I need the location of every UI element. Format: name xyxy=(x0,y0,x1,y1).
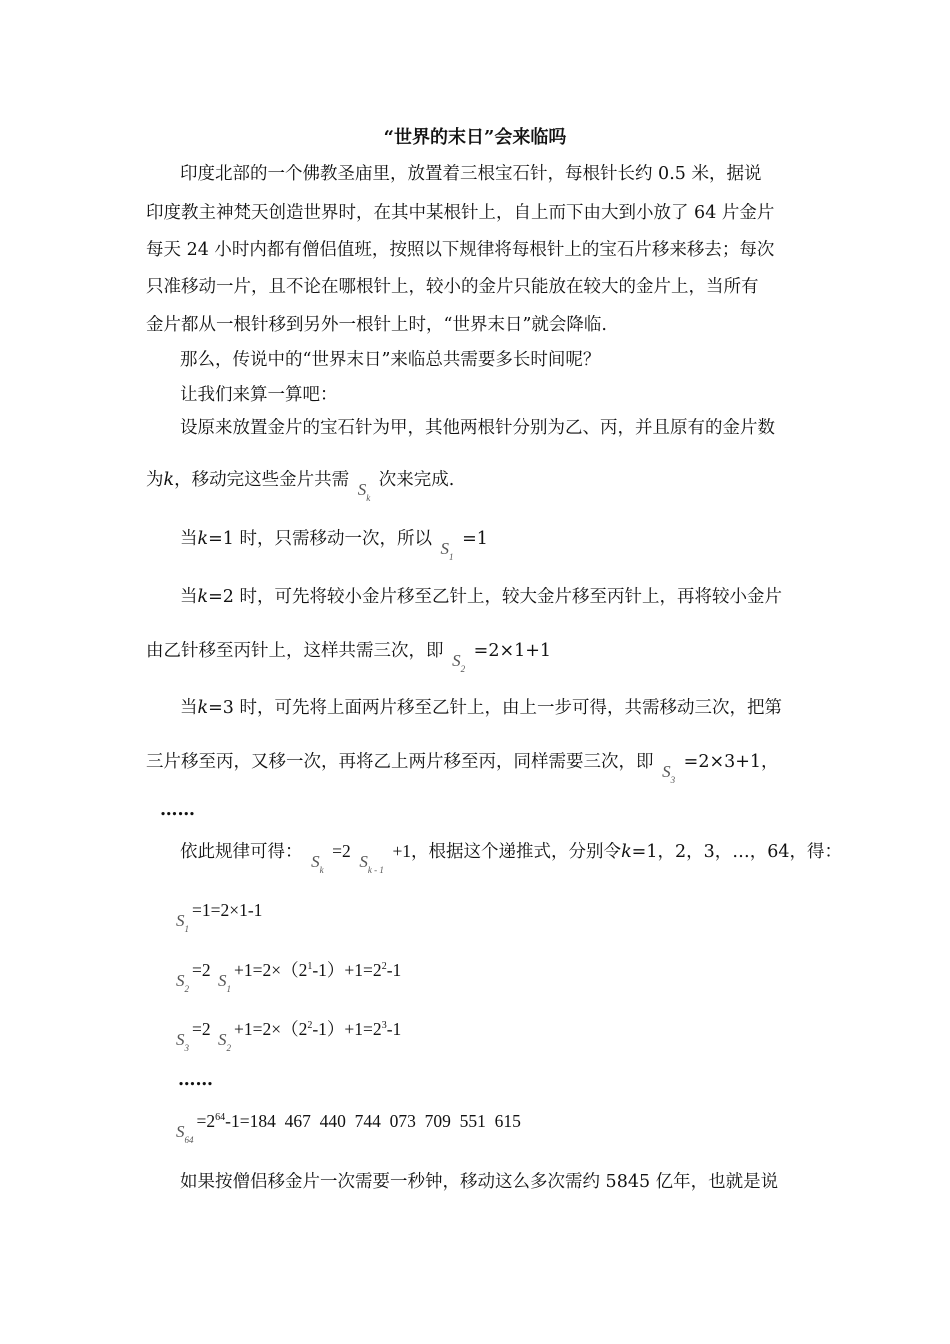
equation-s2: $S_2=2$ $S_1+1=2\times(2^1-1)+1=2^2-1$ xyxy=(176,960,402,995)
case-k3-line-1: 当k=3 时，可先将上面两片移至乙针上，由上一步可得，共需移动三次，把第 xyxy=(180,698,782,718)
intro-line-4: 只准移动一片，且不论在哪根针上，较小的金片只能放在较大的金片上，当所有 xyxy=(146,277,759,297)
intro-line-3: 每天 24 小时内都有僧侣值班，按照以下规律将每根针上的宝石片移来移去；每次 xyxy=(146,240,775,260)
s-k-symbol: $S_k$ xyxy=(311,852,324,876)
case-k2-line-2: 由乙针移至丙针上，这样共需三次，即 $S_2 =2\times 1+1$ xyxy=(146,641,552,675)
closing-paragraph: 如果按僧侣移金片一次需要一秒钟，移动这么多次需约 5845 亿年，也就是说 xyxy=(180,1172,779,1192)
recurrence-line: 依此规律可得： $S_k =2$ $S_{k - 1} +1$，根据这个递推式，分别令k=1，2，3，…，64，得： xyxy=(180,841,843,876)
ellipsis-1: …… xyxy=(160,800,195,820)
equation-s64: $S_{64}=2^{64}-1=184$ 467 440 744 073 709 551 615 xyxy=(176,1111,521,1146)
setup-line-2: 为k，移动完这些金片共需 $S_k$ 次来完成. xyxy=(146,470,455,504)
s-64-symbol: $S_{64}$ xyxy=(176,1122,194,1146)
case-k2-line-1: 当k=2 时，可先将较小金片移至乙针上，较大金片移至丙针上，再将较小金片 xyxy=(180,587,782,607)
question-paragraph: 那么，传说中的“世界末日”来临总共需要多长时间呢？ xyxy=(180,350,601,370)
lets-calc-paragraph: 让我们来算一算吧： xyxy=(180,385,338,405)
equation-s3: $S_3=2$ $S_2+1=2\times(2^2-1)+1=2^3-1$ xyxy=(176,1019,402,1054)
case-k3-line-2: 三片移至丙，又移一次，再将乙上两片移至丙，同样需要三次，即 $S_3 =2\times 3+1$， xyxy=(146,752,779,786)
s-k-symbol: $S_k$ xyxy=(357,480,371,504)
page-title: “世界的末日”会来临吗 xyxy=(383,127,567,148)
setup-line-1: 设原来放置金片的宝石针为甲，其他两根针分别为乙、丙，并且原有的金片数 xyxy=(180,418,775,438)
s-1-symbol: $S_1$ xyxy=(218,971,231,995)
s-2-symbol: $S_2$ xyxy=(452,651,466,675)
s-k-minus-1-symbol: $S_{k - 1}$ xyxy=(359,852,384,876)
s-1-symbol: $S_1$ xyxy=(440,539,454,563)
intro-line-1: 印度北部的一个佛教圣庙里，放置着三根宝石针，每根针长约 0.5 米，据说 xyxy=(180,164,762,184)
intro-line-2: 印度教主神梵天创造世界时，在其中某根针上，自上而下由大到小放了 64 片金片 xyxy=(146,203,775,223)
s-3-symbol: $S_3$ xyxy=(176,1030,189,1054)
s-3-symbol: $S_3$ xyxy=(662,762,676,786)
intro-line-5: 金片都从一根针移到另外一根针上时，“世界末日”就会降临. xyxy=(146,315,607,335)
case-k1-line: 当k=1 时，只需移动一次，所以 $S_1 =1$ xyxy=(180,529,488,563)
s-1-symbol: $S_1$ xyxy=(176,911,189,935)
equation-s1: $S_1=1=2\times 1-1$ xyxy=(176,900,263,935)
s-2-symbol: $S_2$ xyxy=(218,1030,231,1054)
ellipsis-2: …… xyxy=(178,1070,213,1090)
s-2-symbol: $S_2$ xyxy=(176,971,189,995)
